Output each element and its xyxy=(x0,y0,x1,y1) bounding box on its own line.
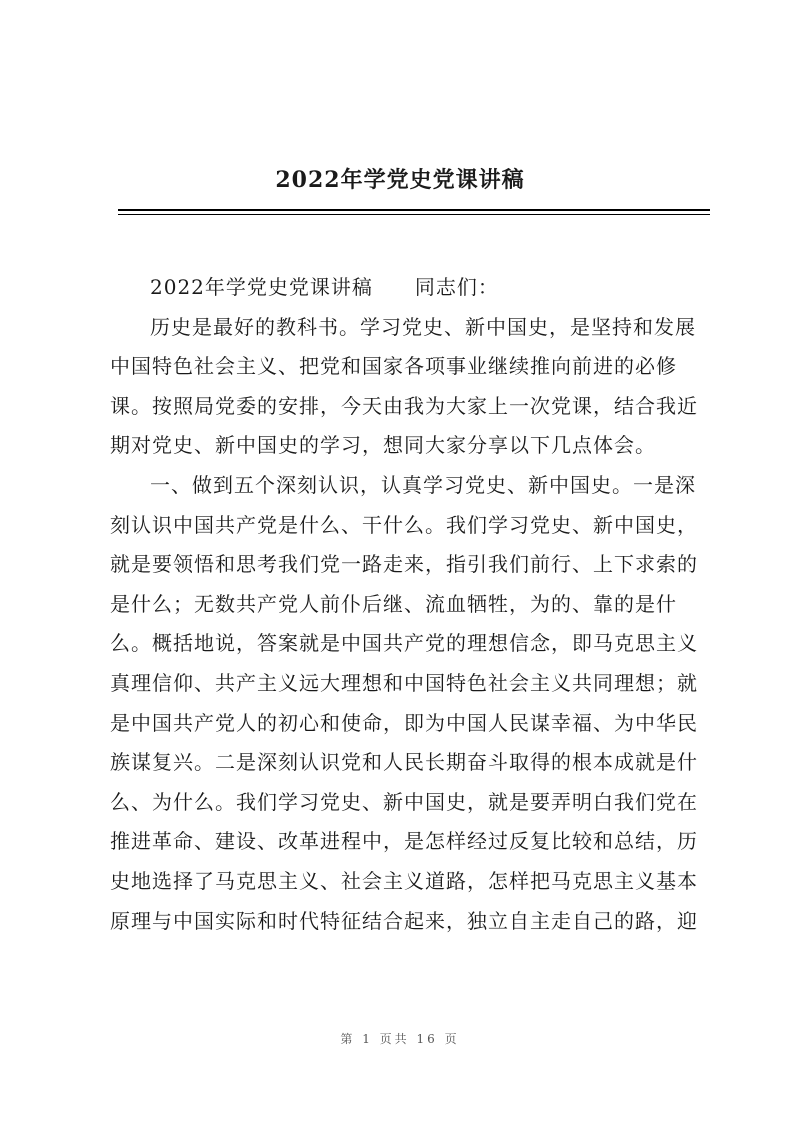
page-footer: 第 1 页共 16 页 xyxy=(340,1032,460,1046)
title-divider-thick xyxy=(118,209,710,211)
document-body xyxy=(110,268,702,941)
title-divider-thin xyxy=(118,214,710,215)
paragraph-five-understandings: 一、做到五个深刻认识，认真学习党史、新中国史。一是深 刻认识中国共产党是什么、干什么。我们学习党史、新中国史， 就是要领悟和思考我们党一路走来，指引我们前行、上下求索的 是什么；无数共产党人前仆后继、流血牺牲，为的、靠的是什 么。概括地说，答案就是中国共产党的理想信念，即马克思主义 真理信仰、共产主义远大理想和中国特色社会主义共同理想；就 是中国共产党人的初心和使命，即为中国人民谋幸福、为中华民 族谋复兴。二是深刻认识党和人民长期奋斗取得的根本成就是什 么、为什么。我们学习党史、新中国史，就是要弄明白我们党在 推进革命、建设、改革进程中，是怎样经过反复比较和总结，历 史地选择了马克思主义、社会主义道路，怎样把马克思主义基本 原理与中国实际和时代特征结合起来，独立自主走自己的路，迎 xyxy=(110,472,698,933)
opening-paragraph: 2022年学党史党课讲稿 同志们： xyxy=(150,275,499,299)
paragraph-history: 历史是最好的教科书。学习党史、新中国史，是坚持和发展 中国特色社会主义、把党和国家各项事业继续推向前进的必修 课。按照局党委的安排，今天由我为大家上一次党课，结合我近 期对党史、新中国史的学习，想同大家分享以下几点体会。 xyxy=(110,314,698,458)
document-title: 2022年学党史党课讲稿 xyxy=(275,167,525,193)
